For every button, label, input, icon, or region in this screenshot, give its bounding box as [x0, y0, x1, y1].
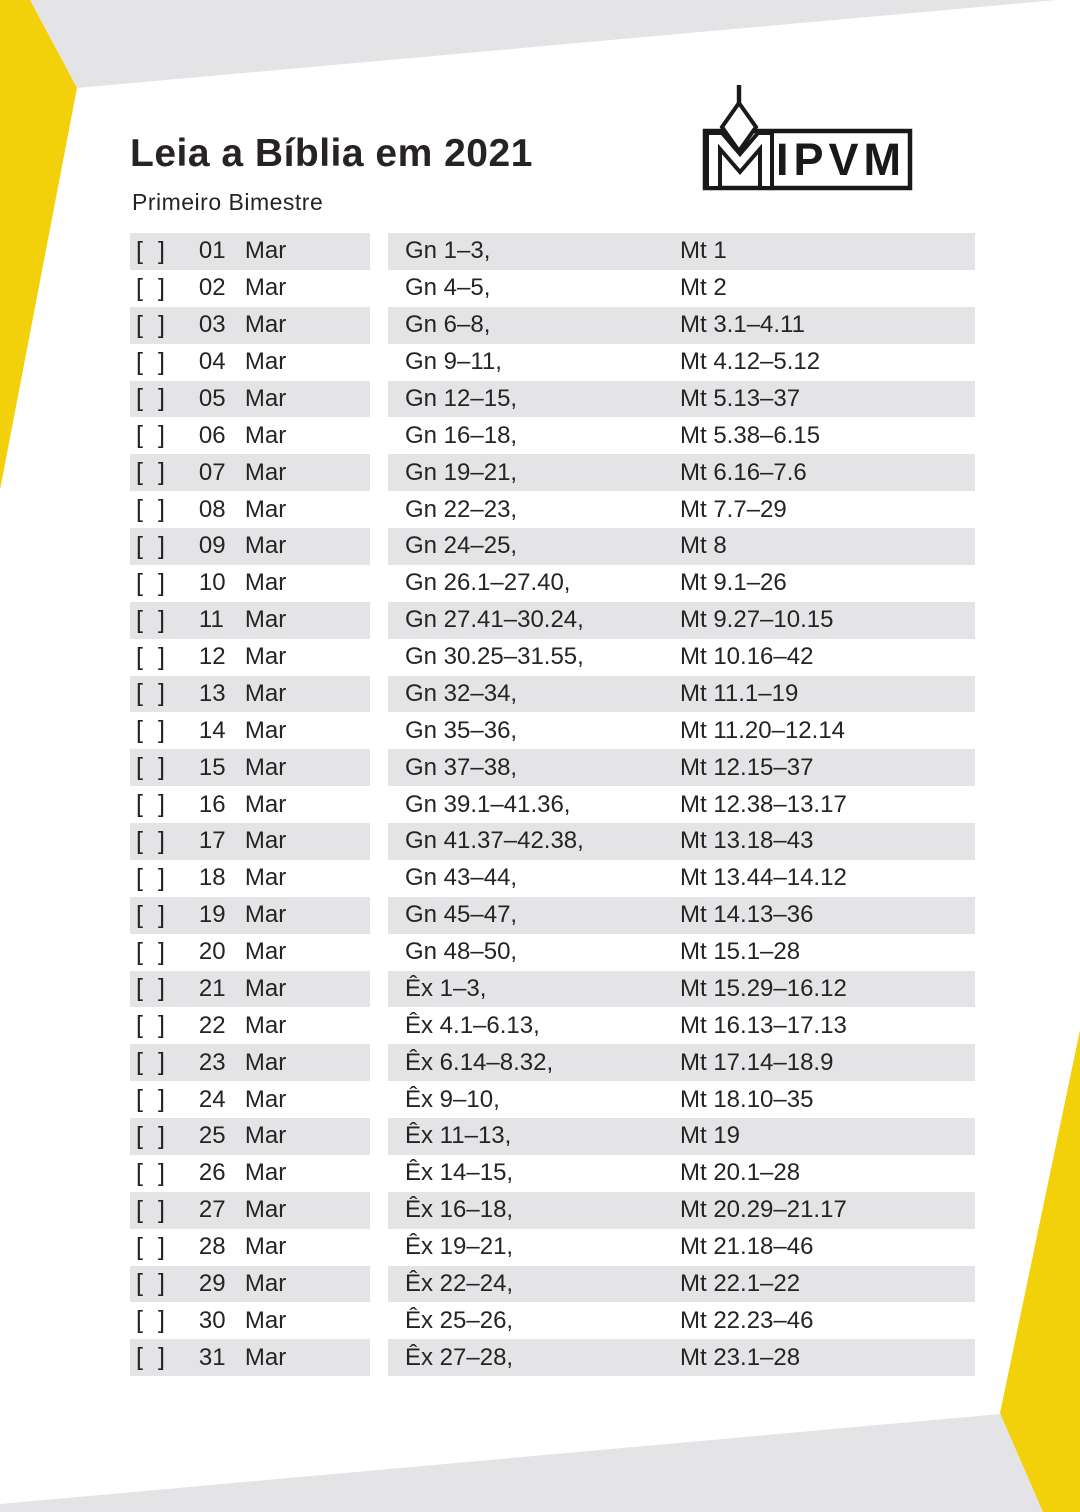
date-cell — [130, 971, 370, 1008]
table-row — [130, 786, 975, 823]
date-day: 12 — [198, 643, 226, 671]
checkbox[interactable]: [ — [136, 790, 143, 819]
readings-cell — [388, 307, 975, 344]
checkbox[interactable]: [ — [136, 1343, 143, 1372]
date-month: Mar — [244, 901, 287, 929]
table-row — [130, 971, 975, 1008]
checkbox-close-bracket[interactable]: ] — [157, 974, 165, 1003]
new-testament-reading: Mt 3.1–4.11 — [680, 311, 805, 339]
date-day: 31 — [198, 1343, 226, 1371]
readings-cell — [388, 897, 975, 934]
date-month: Mar — [244, 938, 287, 966]
page-title: Leia a Bíblia em 2021 — [130, 132, 533, 175]
checkbox-close-bracket[interactable]: ] — [157, 900, 165, 929]
checkbox[interactable]: [ — [136, 1121, 143, 1150]
old-testament-reading: Gn 32–34, — [405, 679, 518, 707]
checkbox[interactable]: [ — [136, 384, 143, 413]
old-testament-reading: Êx 25–26, — [405, 1306, 514, 1334]
checkbox-close-bracket[interactable]: ] — [157, 790, 165, 819]
date-day: 05 — [198, 384, 226, 412]
table-row — [130, 565, 975, 602]
date-month: Mar — [244, 1343, 287, 1371]
new-testament-reading: Mt 22.1–22 — [680, 1269, 801, 1297]
date-month: Mar — [244, 569, 287, 597]
old-testament-reading: Gn 30.25–31.55, — [405, 643, 584, 671]
date-cell — [130, 712, 370, 749]
checkbox-close-bracket[interactable]: ] — [157, 421, 165, 450]
new-testament-reading: Mt 1 — [680, 237, 727, 265]
readings-cell — [388, 270, 975, 307]
date-day: 17 — [198, 827, 226, 855]
readings-cell — [388, 1081, 975, 1118]
checkbox[interactable]: [ — [136, 642, 143, 671]
old-testament-reading: Gn 37–38, — [405, 753, 518, 781]
table-row — [130, 1081, 975, 1118]
new-testament-reading: Mt 21.18–46 — [680, 1233, 814, 1261]
date-day: 26 — [198, 1159, 226, 1187]
date-cell — [130, 417, 370, 454]
date-day: 14 — [198, 716, 226, 744]
readings-cell — [388, 1007, 975, 1044]
reading-table-body — [130, 233, 975, 1376]
date-month: Mar — [244, 1233, 287, 1261]
checkbox-close-bracket[interactable]: ] — [157, 1343, 165, 1372]
table-row — [130, 381, 975, 418]
date-month: Mar — [244, 1159, 287, 1187]
new-testament-reading: Mt 6.16–7.6 — [680, 458, 807, 486]
new-testament-reading: Mt 13.44–14.12 — [680, 864, 847, 892]
readings-cell — [388, 1044, 975, 1081]
date-month: Mar — [244, 1048, 287, 1076]
checkbox-close-bracket[interactable]: ] — [157, 679, 165, 708]
new-testament-reading: Mt 5.13–37 — [680, 384, 801, 412]
new-testament-reading: Mt 19 — [680, 1122, 741, 1150]
table-row — [130, 897, 975, 934]
new-testament-reading: Mt 11.1–19 — [680, 679, 799, 707]
new-testament-reading: Mt 7.7–29 — [680, 495, 787, 523]
new-testament-reading: Mt 4.12–5.12 — [680, 348, 821, 376]
table-row — [130, 1007, 975, 1044]
checkbox-close-bracket[interactable]: ] — [157, 384, 165, 413]
checkbox-close-bracket[interactable]: ] — [157, 310, 165, 339]
readings-cell — [388, 786, 975, 823]
checkbox[interactable]: [ — [136, 310, 143, 339]
checkbox[interactable]: [ — [136, 1232, 143, 1261]
date-cell — [130, 1266, 370, 1303]
checkbox[interactable]: [ — [136, 1269, 143, 1298]
new-testament-reading: Mt 20.29–21.17 — [680, 1196, 847, 1224]
readings-cell — [388, 1229, 975, 1266]
table-row — [130, 1192, 975, 1229]
old-testament-reading: Gn 19–21, — [405, 458, 518, 486]
top-gray-band — [30, 0, 1057, 88]
checkbox[interactable]: [ — [136, 1011, 143, 1040]
new-testament-reading: Mt 10.16–42 — [680, 643, 814, 671]
new-testament-reading: Mt 14.13–36 — [680, 901, 814, 929]
readings-cell — [388, 676, 975, 713]
table-row — [130, 639, 975, 676]
old-testament-reading: Gn 6–8, — [405, 311, 491, 339]
readings-cell — [388, 565, 975, 602]
new-testament-reading: Mt 23.1–28 — [680, 1343, 801, 1371]
date-month: Mar — [244, 311, 287, 339]
date-day: 02 — [198, 274, 226, 302]
checkbox[interactable]: [ — [136, 421, 143, 450]
date-day: 25 — [198, 1122, 226, 1150]
ipvm-logo — [698, 82, 918, 194]
table-row — [130, 1339, 975, 1376]
date-cell — [130, 1339, 370, 1376]
checkbox[interactable]: [ — [136, 937, 143, 966]
old-testament-reading: Êx 19–21, — [405, 1233, 514, 1261]
new-testament-reading: Mt 13.18–43 — [680, 827, 814, 855]
table-row — [130, 602, 975, 639]
new-testament-reading: Mt 17.14–18.9 — [680, 1048, 834, 1076]
readings-cell — [388, 528, 975, 565]
old-testament-reading: Gn 39.1–41.36, — [405, 790, 571, 818]
date-month: Mar — [244, 1122, 287, 1150]
top-left-yellow-wedge — [0, 0, 77, 490]
date-day: 30 — [198, 1306, 226, 1334]
readings-cell — [388, 934, 975, 971]
bottom-right-yellow-wedge — [1000, 1030, 1080, 1512]
date-month: Mar — [244, 237, 287, 265]
checkbox[interactable]: [ — [136, 568, 143, 597]
new-testament-reading: Mt 22.23–46 — [680, 1306, 814, 1334]
date-cell — [130, 1081, 370, 1118]
checkbox-close-bracket[interactable]: ] — [157, 1195, 165, 1224]
date-month: Mar — [244, 384, 287, 412]
date-month: Mar — [244, 348, 287, 376]
old-testament-reading: Êx 9–10, — [405, 1085, 500, 1113]
checkbox[interactable]: [ — [136, 1048, 143, 1077]
date-cell — [130, 1229, 370, 1266]
date-cell — [130, 1302, 370, 1339]
checkbox-close-bracket[interactable]: ] — [157, 863, 165, 892]
date-cell — [130, 934, 370, 971]
table-row — [130, 454, 975, 491]
date-month: Mar — [244, 679, 287, 707]
checkbox[interactable]: [ — [136, 863, 143, 892]
date-month: Mar — [244, 790, 287, 818]
readings-cell — [388, 417, 975, 454]
date-day: 06 — [198, 421, 226, 449]
date-day: 08 — [198, 495, 226, 523]
date-month: Mar — [244, 495, 287, 523]
table-row — [130, 417, 975, 454]
old-testament-reading: Êx 22–24, — [405, 1269, 514, 1297]
old-testament-reading: Gn 43–44, — [405, 864, 518, 892]
readings-cell — [388, 233, 975, 270]
new-testament-reading: Mt 12.38–13.17 — [680, 790, 847, 818]
checkbox-close-bracket[interactable]: ] — [157, 1232, 165, 1261]
old-testament-reading: Gn 16–18, — [405, 421, 518, 449]
date-cell — [130, 749, 370, 786]
table-row — [130, 528, 975, 565]
checkbox-close-bracket[interactable]: ] — [157, 1048, 165, 1077]
date-cell — [130, 823, 370, 860]
new-testament-reading: Mt 18.10–35 — [680, 1085, 814, 1113]
checkbox-close-bracket[interactable]: ] — [157, 568, 165, 597]
new-testament-reading: Mt 20.1–28 — [680, 1159, 801, 1187]
bottom-gray-band — [0, 1414, 1080, 1512]
date-cell — [130, 344, 370, 381]
checkbox[interactable]: [ — [136, 679, 143, 708]
date-cell — [130, 270, 370, 307]
checkbox[interactable]: [ — [136, 495, 143, 524]
table-row — [130, 491, 975, 528]
readings-cell — [388, 749, 975, 786]
date-day: 15 — [198, 753, 226, 781]
page-subtitle: Primeiro Bimestre — [132, 189, 324, 215]
checkbox-close-bracket[interactable]: ] — [157, 236, 165, 265]
checkbox-close-bracket[interactable]: ] — [157, 605, 165, 634]
date-cell — [130, 786, 370, 823]
date-cell — [130, 639, 370, 676]
date-month: Mar — [244, 1269, 287, 1297]
date-day: 04 — [198, 348, 226, 376]
old-testament-reading: Gn 35–36, — [405, 716, 518, 744]
date-day: 28 — [198, 1233, 226, 1261]
checkbox-close-bracket[interactable]: ] — [157, 753, 165, 782]
old-testament-reading: Êx 27–28, — [405, 1343, 514, 1371]
checkbox[interactable]: [ — [136, 826, 143, 855]
date-month: Mar — [244, 1011, 287, 1039]
checkbox-close-bracket[interactable]: ] — [157, 458, 165, 487]
date-month: Mar — [244, 753, 287, 781]
checkbox-close-bracket[interactable]: ] — [157, 1085, 165, 1114]
table-row — [130, 860, 975, 897]
date-cell — [130, 565, 370, 602]
readings-cell — [388, 1192, 975, 1229]
old-testament-reading: Gn 4–5, — [405, 274, 491, 302]
table-row — [130, 1155, 975, 1192]
new-testament-reading: Mt 12.15–37 — [680, 753, 814, 781]
date-cell — [130, 602, 370, 639]
old-testament-reading: Êx 16–18, — [405, 1196, 514, 1224]
old-testament-reading: Gn 41.37–42.38, — [405, 827, 584, 855]
table-row — [130, 233, 975, 270]
checkbox-close-bracket[interactable]: ] — [157, 1269, 165, 1298]
table-row — [130, 270, 975, 307]
readings-cell — [388, 971, 975, 1008]
date-month: Mar — [244, 1085, 287, 1113]
date-cell — [130, 528, 370, 565]
new-testament-reading: Mt 9.27–10.15 — [680, 606, 834, 634]
checkbox[interactable]: [ — [136, 458, 143, 487]
date-month: Mar — [244, 532, 287, 560]
new-testament-reading: Mt 16.13–17.13 — [680, 1011, 847, 1039]
table-row — [130, 823, 975, 860]
date-month: Mar — [244, 716, 287, 744]
date-day: 27 — [198, 1196, 226, 1224]
checkbox[interactable]: [ — [136, 1158, 143, 1187]
checkbox[interactable]: [ — [136, 236, 143, 265]
old-testament-reading: Gn 12–15, — [405, 384, 518, 412]
date-day: 01 — [198, 237, 226, 265]
new-testament-reading: Mt 11.20–12.14 — [680, 716, 846, 744]
old-testament-reading: Gn 22–23, — [405, 495, 518, 523]
date-cell — [130, 676, 370, 713]
readings-cell — [388, 381, 975, 418]
table-row — [130, 307, 975, 344]
date-cell — [130, 1007, 370, 1044]
checkbox[interactable]: [ — [136, 531, 143, 560]
date-month: Mar — [244, 458, 287, 486]
checkbox-close-bracket[interactable]: ] — [157, 716, 165, 745]
date-month: Mar — [244, 1306, 287, 1334]
date-month: Mar — [244, 974, 287, 1002]
readings-cell — [388, 1302, 975, 1339]
date-day: 10 — [198, 569, 226, 597]
table-row — [130, 344, 975, 381]
table-row — [130, 1229, 975, 1266]
checkbox[interactable]: [ — [136, 347, 143, 376]
readings-cell — [388, 454, 975, 491]
date-cell — [130, 1044, 370, 1081]
date-day: 29 — [198, 1269, 226, 1297]
readings-cell — [388, 860, 975, 897]
readings-cell — [388, 639, 975, 676]
checkbox[interactable]: [ — [136, 1085, 143, 1114]
checkbox-close-bracket[interactable]: ] — [157, 1158, 165, 1187]
checkbox-close-bracket[interactable]: ] — [157, 531, 165, 560]
date-month: Mar — [244, 827, 287, 855]
new-testament-reading: Mt 15.29–16.12 — [680, 974, 847, 1002]
table-row — [130, 934, 975, 971]
new-testament-reading: Mt 9.1–26 — [680, 569, 787, 597]
readings-cell — [388, 602, 975, 639]
date-day: 18 — [198, 864, 226, 892]
checkbox[interactable]: [ — [136, 1195, 143, 1224]
old-testament-reading: Gn 1–3, — [405, 237, 491, 265]
readings-cell — [388, 823, 975, 860]
table-row — [130, 1266, 975, 1303]
table-row — [130, 712, 975, 749]
date-day: 09 — [198, 532, 226, 560]
logo-text: IPVM — [776, 134, 902, 185]
table-row — [130, 676, 975, 713]
date-day: 20 — [198, 938, 226, 966]
checkbox-close-bracket[interactable]: ] — [157, 826, 165, 855]
new-testament-reading: Mt 2 — [680, 274, 727, 302]
old-testament-reading: Êx 4.1–6.13, — [405, 1011, 540, 1039]
date-day: 13 — [198, 679, 226, 707]
old-testament-reading: Gn 26.1–27.40, — [405, 569, 571, 597]
checkbox[interactable]: [ — [136, 273, 143, 302]
date-day: 07 — [198, 458, 226, 486]
table-row — [130, 1044, 975, 1081]
checkbox-close-bracket[interactable]: ] — [157, 1121, 165, 1150]
checkbox[interactable]: [ — [136, 605, 143, 634]
checkbox-close-bracket[interactable]: ] — [157, 937, 165, 966]
old-testament-reading: Gn 9–11, — [405, 348, 502, 376]
date-day: 11 — [198, 606, 224, 634]
logo-plumb-stem — [737, 85, 741, 105]
table-row — [130, 749, 975, 786]
checkbox-close-bracket[interactable]: ] — [157, 495, 165, 524]
checkbox-close-bracket[interactable]: ] — [157, 347, 165, 376]
old-testament-reading: Êx 11–13, — [405, 1122, 512, 1150]
old-testament-reading: Gn 24–25, — [405, 532, 518, 560]
date-day: 19 — [198, 901, 226, 929]
date-cell — [130, 1192, 370, 1229]
checkbox[interactable]: [ — [136, 716, 143, 745]
old-testament-reading: Gn 27.41–30.24, — [405, 606, 584, 634]
new-testament-reading: Mt 5.38–6.15 — [680, 421, 821, 449]
date-month: Mar — [244, 421, 287, 449]
checkbox-close-bracket[interactable]: ] — [157, 642, 165, 671]
date-cell — [130, 1155, 370, 1192]
old-testament-reading: Êx 1–3, — [405, 974, 487, 1002]
old-testament-reading: Gn 48–50, — [405, 938, 518, 966]
date-month: Mar — [244, 643, 287, 671]
date-day: 24 — [198, 1085, 226, 1113]
date-cell — [130, 860, 370, 897]
date-cell — [130, 491, 370, 528]
checkbox-close-bracket[interactable]: ] — [157, 273, 165, 302]
date-month: Mar — [244, 1196, 287, 1224]
date-cell — [130, 897, 370, 934]
date-cell — [130, 307, 370, 344]
date-month: Mar — [244, 274, 287, 302]
old-testament-reading: Gn 45–47, — [405, 901, 518, 929]
old-testament-reading: Êx 14–15, — [405, 1159, 514, 1187]
checkbox[interactable]: [ — [136, 900, 143, 929]
old-testament-reading: Êx 6.14–8.32, — [405, 1048, 554, 1076]
readings-cell — [388, 712, 975, 749]
date-day: 21 — [198, 974, 226, 1002]
date-month: Mar — [244, 864, 287, 892]
date-cell — [130, 381, 370, 418]
table-row — [130, 1302, 975, 1339]
checkbox[interactable]: [ — [136, 974, 143, 1003]
readings-cell — [388, 344, 975, 381]
date-month: Mar — [244, 606, 287, 634]
readings-cell — [388, 491, 975, 528]
new-testament-reading: Mt 15.1–28 — [680, 938, 801, 966]
date-cell — [130, 454, 370, 491]
date-day: 03 — [198, 311, 226, 339]
readings-cell — [388, 1266, 975, 1303]
new-testament-reading: Mt 8 — [680, 532, 727, 560]
readings-cell — [388, 1118, 975, 1155]
table-row — [130, 1118, 975, 1155]
checkbox[interactable]: [ — [136, 1306, 143, 1335]
checkbox-close-bracket[interactable]: ] — [157, 1011, 165, 1040]
date-cell — [130, 233, 370, 270]
date-cell — [130, 1118, 370, 1155]
date-day: 22 — [198, 1011, 226, 1039]
readings-cell — [388, 1339, 975, 1376]
date-day: 23 — [198, 1048, 226, 1076]
readings-cell — [388, 1155, 975, 1192]
date-day: 16 — [198, 790, 226, 818]
checkbox-close-bracket[interactable]: ] — [157, 1306, 165, 1335]
checkbox[interactable]: [ — [136, 753, 143, 782]
